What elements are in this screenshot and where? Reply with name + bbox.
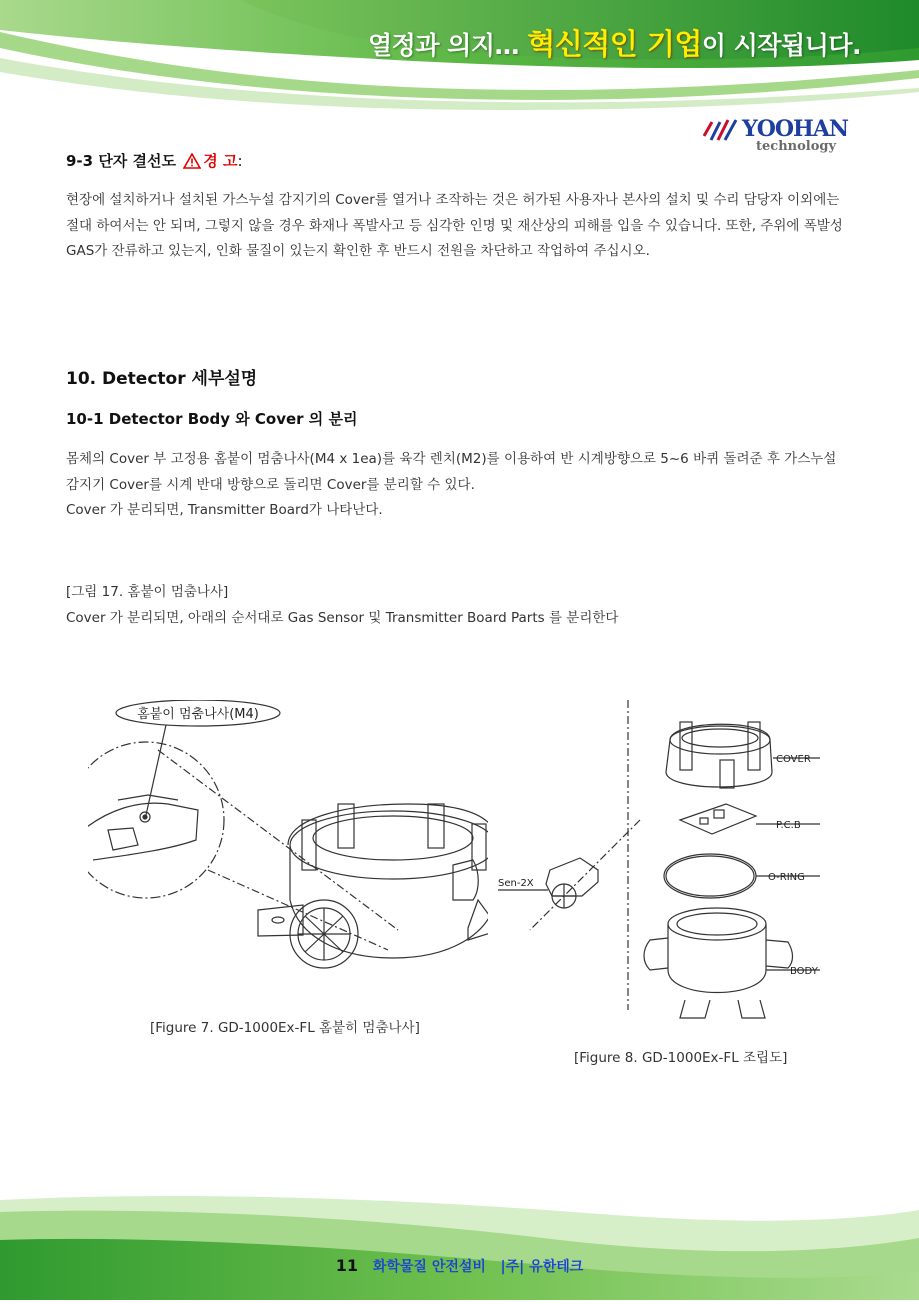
section-9-3-heading: 9-3 단자 결선도 경 고: <box>66 150 243 173</box>
footer-banner <box>0 1190 919 1300</box>
figure-7-caption: [Figure 7. GD-1000Ex-FL 홈붙히 멈춤나사] <box>150 1020 420 1036</box>
section-10-1-paragraph: 몸체의 Cover 부 고정용 홈붙이 멈춤나사(M4 x 1ea)를 육각 렌치(M2)를 이용하여 반 시계방향으로 5~6 바퀴 돌려준 후 가스누설감지기 Cover를 시계 반대 방향으로 돌리면 Cover를 분리할 수 있다. <box>66 451 837 493</box>
section-10-1-heading: 10-1 Detector Body 와 Cover 의 분리 <box>66 410 358 428</box>
section-9-3-paragraph: 현장에 설치하거나 설치된 가스누설 감지기의 Cover를 열거나 조작하는 것은 허가된 사용자나 본사의 설치 및 수리 담당자 이외에는 절대 하여서는 안 되며, 그렇지 않을 경우 화재나 폭발사고 등 심각한 인명 및 재산상의 피해를 입을 수 있습니다. 또한, 주위에 폭발성 GAS가 잔류하고 있는지, 인화 물질이 있는지 확인한 후 반드시 전원을 차단하고 작업하여 주십시오. <box>66 192 843 259</box>
section-10-1-line2: Cover 가 분리되면, Transmitter Board가 나타난다. <box>66 502 383 518</box>
warning-label: 경 고 <box>203 152 238 170</box>
label-oring: O-RING <box>768 872 805 883</box>
figure-7-callout: 홈붙이 멈춤나사(M4) <box>137 707 259 722</box>
label-pcb: P.C.B <box>776 820 801 831</box>
label-cover: COVER <box>776 754 811 765</box>
company-logo <box>700 110 860 158</box>
label-sensor: Sen-2X <box>498 878 534 889</box>
section-10-1-line3: Cover 가 분리되면, 아래의 순서대로 Gas Sensor 및 Transmitter Board Parts 를 분리한다 <box>66 610 619 626</box>
figure-7-drawing <box>88 700 488 1000</box>
figure-8-drawing <box>490 700 830 1020</box>
label-body: BODY <box>790 966 818 977</box>
section-10-heading: 10. Detector 세부설명 <box>66 369 258 389</box>
footer-company: 화학물질 안전설비 |주| 유한테크 <box>372 1259 584 1275</box>
logo-subtitle: technology <box>756 139 837 154</box>
warning-triangle-icon <box>183 153 201 173</box>
figure-17-reference: [그림 17. 홈붙이 멈춤나사] <box>66 584 229 600</box>
figure-8-caption: [Figure 8. GD-1000Ex-FL 조립도] <box>574 1050 788 1066</box>
logo-stripes-icon <box>704 120 736 140</box>
header-slogan: 열정과 의지… 혁신적인 기업이 시작됩니다. <box>368 27 861 61</box>
header-banner <box>0 0 919 110</box>
logo-name: YOOHAN <box>742 116 848 142</box>
page-number: 11 <box>335 1256 358 1275</box>
footer-text <box>0 1256 919 1276</box>
